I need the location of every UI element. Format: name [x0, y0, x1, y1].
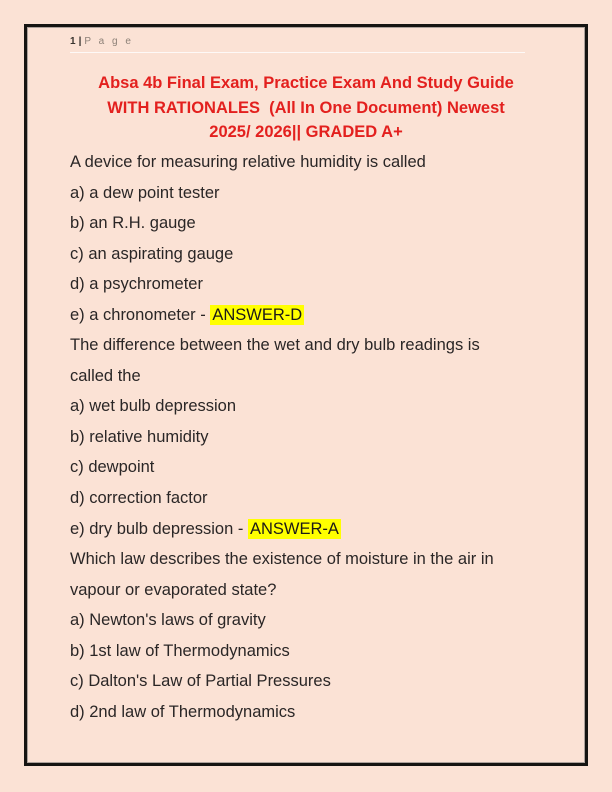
answer-highlight: ANSWER-D: [212, 305, 303, 324]
option-line: [70, 391, 552, 422]
question-text-line: Which law describes the existence of moisture in the air in: [70, 550, 494, 569]
option-text: c) an aspirating gauge: [70, 244, 234, 263]
option-line: [70, 697, 552, 728]
option-text: b) an R.H. gauge: [70, 214, 196, 233]
document-body: [70, 147, 552, 727]
title-line: 2025/ 2026|| GRADED A+: [209, 123, 403, 141]
document-title: [70, 71, 542, 145]
option-text: b) relative humidity: [70, 427, 209, 446]
option-text: a) Newton's laws of gravity: [70, 611, 266, 630]
page-number: 1: [70, 36, 76, 47]
question-text-line: The difference between the wet and dry bulb readings is: [70, 336, 480, 355]
page-header: [70, 36, 133, 48]
option-text: a) wet bulb depression: [70, 397, 237, 416]
option-text: c) Dalton's Law of Partial Pressures: [70, 672, 331, 691]
option-line: [70, 178, 552, 209]
option-line: [70, 666, 552, 697]
title-line: Absa 4b Final Exam, Practice Exam And Study Guide: [98, 74, 514, 92]
page-header-label: P a g e: [84, 36, 134, 47]
option-text: a) a dew point tester: [70, 183, 220, 202]
option-line: [70, 239, 552, 270]
option-line: [70, 269, 552, 300]
option-line: [70, 483, 552, 514]
header-rule: [70, 52, 525, 53]
option-text: c) dewpoint: [70, 458, 155, 477]
page-header-separator: |: [78, 36, 82, 47]
option-text: d) a psychrometer: [70, 275, 203, 294]
option-line: [70, 636, 552, 667]
option-text: b) 1st law of Thermodynamics: [70, 641, 290, 660]
question-text-line: called the: [70, 366, 141, 385]
option-line: [70, 514, 552, 545]
option-text: e) dry bulb depression -: [70, 519, 248, 538]
title-line: WITH RATIONALES (All In One Document) Newest: [107, 98, 505, 117]
option-line: [70, 208, 552, 239]
option-text: d) 2nd law of Thermodynamics: [70, 702, 296, 721]
option-line: [70, 300, 552, 331]
option-line: [70, 452, 552, 483]
option-line: [70, 605, 552, 636]
option-text: d) correction factor: [70, 489, 208, 508]
option-text: e) a chronometer -: [70, 305, 211, 324]
question-text-line: vapour or evaporated state?: [70, 580, 277, 599]
question-text-line: A device for measuring relative humidity is called: [70, 153, 426, 171]
answer-highlight: ANSWER-A: [249, 519, 339, 538]
option-line: [70, 422, 552, 453]
